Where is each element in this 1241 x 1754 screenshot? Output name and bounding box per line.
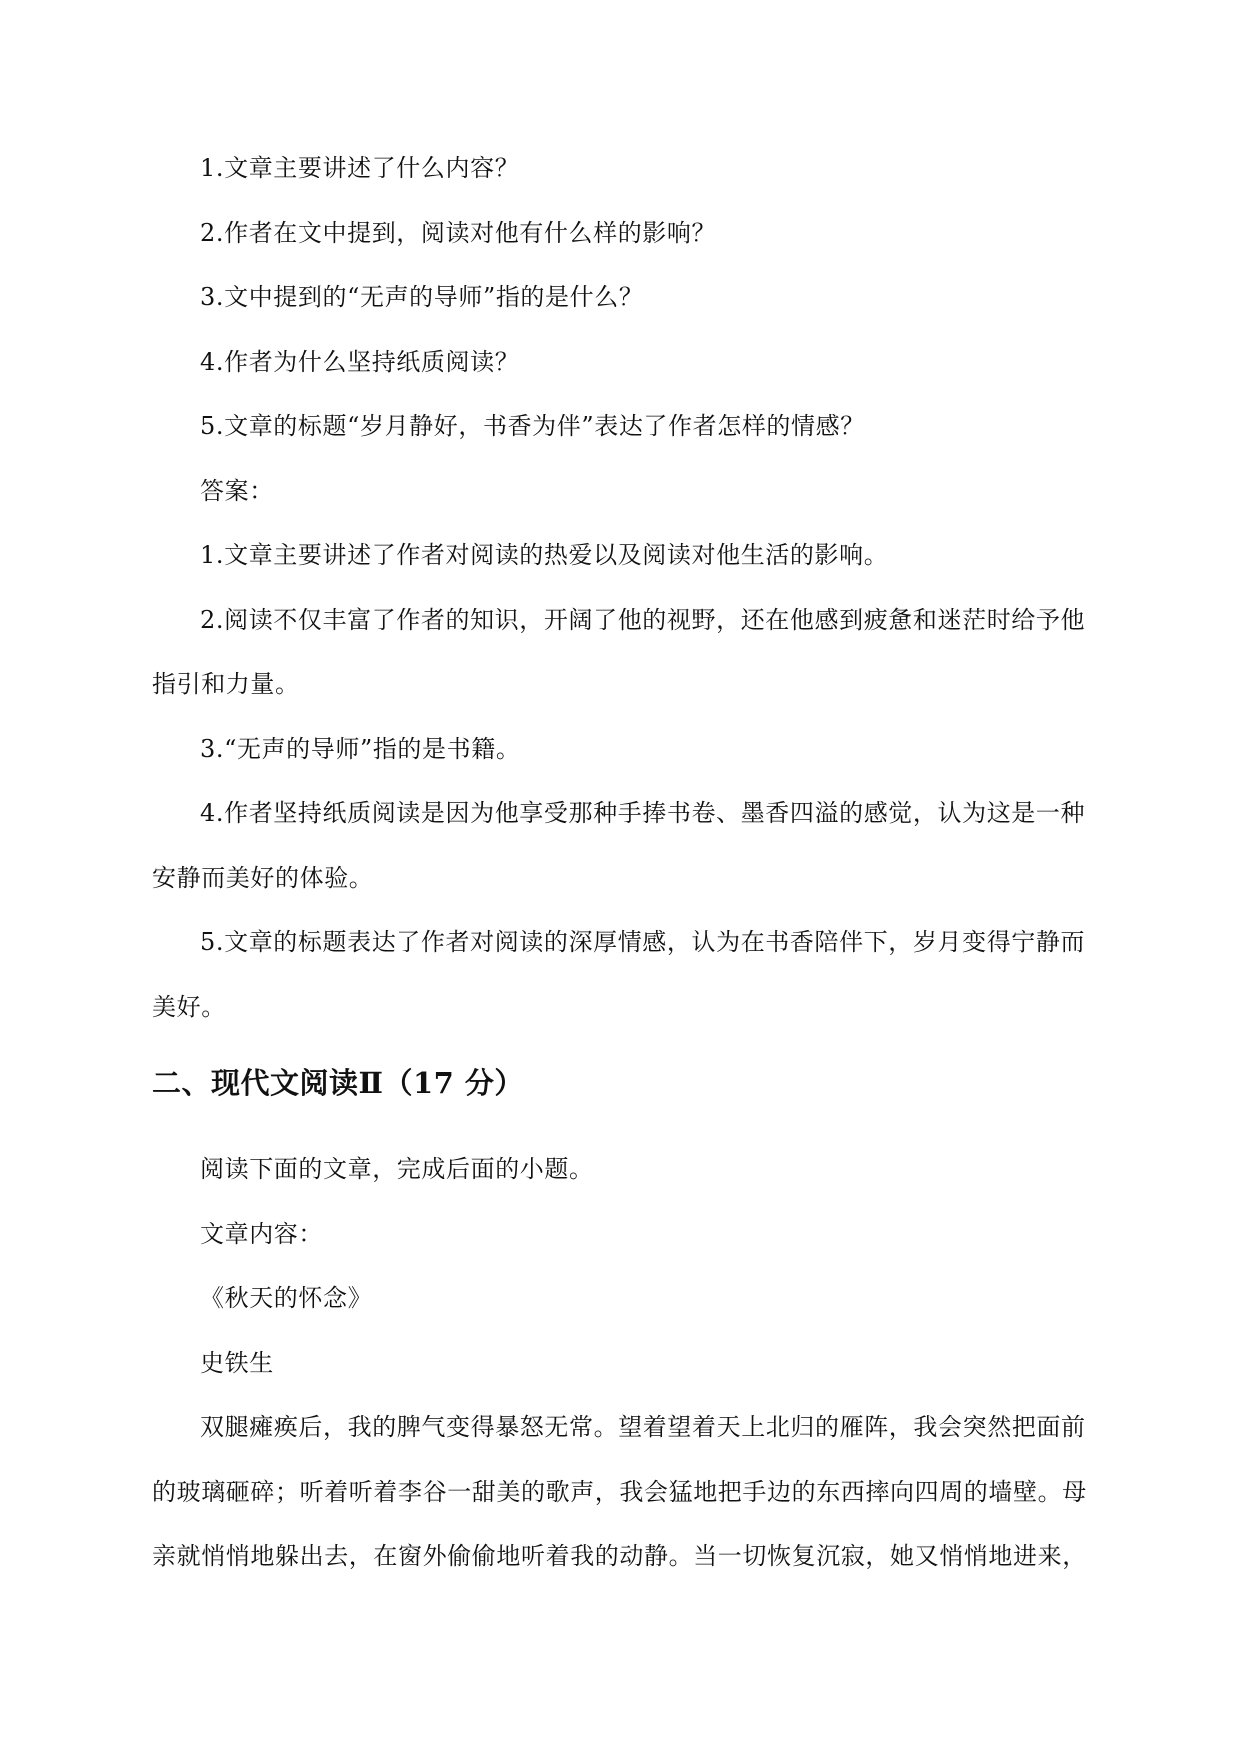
question-2: 2.作者在文中提到，阅读对他有什么样的影响？ bbox=[200, 218, 717, 247]
answer-4: 4.作者坚持纸质阅读是因为他享受那种手捧书卷、墨香四溢的感觉，认为这是一种安静而美好的体验。 bbox=[152, 799, 1086, 892]
answer-1: 1.文章主要讲述了作者对阅读的热爱以及阅读对他生活的影响。 bbox=[200, 541, 889, 569]
question-5: 5.文章的标题“岁月静好，书香为伴”表达了作者怎样的情感？ bbox=[200, 412, 865, 440]
content-label: 文章内容： bbox=[200, 1219, 323, 1248]
instruction-text: 阅读下面的文章，完成后面的小题。 bbox=[200, 1155, 594, 1183]
question-1: 1.文章主要讲述了什么内容？ bbox=[200, 154, 520, 182]
section-heading: 二、现代文阅读Ⅱ（17 分） bbox=[152, 1066, 524, 1100]
article-paragraph: 双腿瘫痪后，我的脾气变得暴怒无常。望着望着天上北归的雁阵，我会突然把面前的玻璃砸碎；听着听着李谷一甜美的歌声，我会猛地把手边的东西摔向四周的墙壁。母亲就悄悄地躲出去，在窗外偷偷地听着我的动静。当一切恢复沉寂，她又悄悄地进来， bbox=[152, 1413, 1087, 1570]
answer-5: 5.文章的标题表达了作者对阅读的深厚情感，认为在书香陪伴下，岁月变得宁静而美好。 bbox=[152, 928, 1086, 1021]
question-4: 4.作者为什么坚持纸质阅读？ bbox=[200, 347, 520, 376]
article-title: 《秋天的怀念》 bbox=[200, 1284, 373, 1312]
answer-3: 3.“无声的导师”指的是书籍。 bbox=[200, 734, 521, 763]
answers-label: 答案： bbox=[200, 476, 274, 505]
answer-2: 2.阅读不仅丰富了作者的知识，开阔了他的视野，还在他感到疲惫和迷茫时给予他指引和力量。 bbox=[152, 605, 1086, 698]
question-3: 3.文中提到的“无声的导师”指的是什么？ bbox=[200, 283, 644, 311]
article-author: 史铁生 bbox=[200, 1348, 274, 1377]
document-content bbox=[152, 136, 1092, 1589]
